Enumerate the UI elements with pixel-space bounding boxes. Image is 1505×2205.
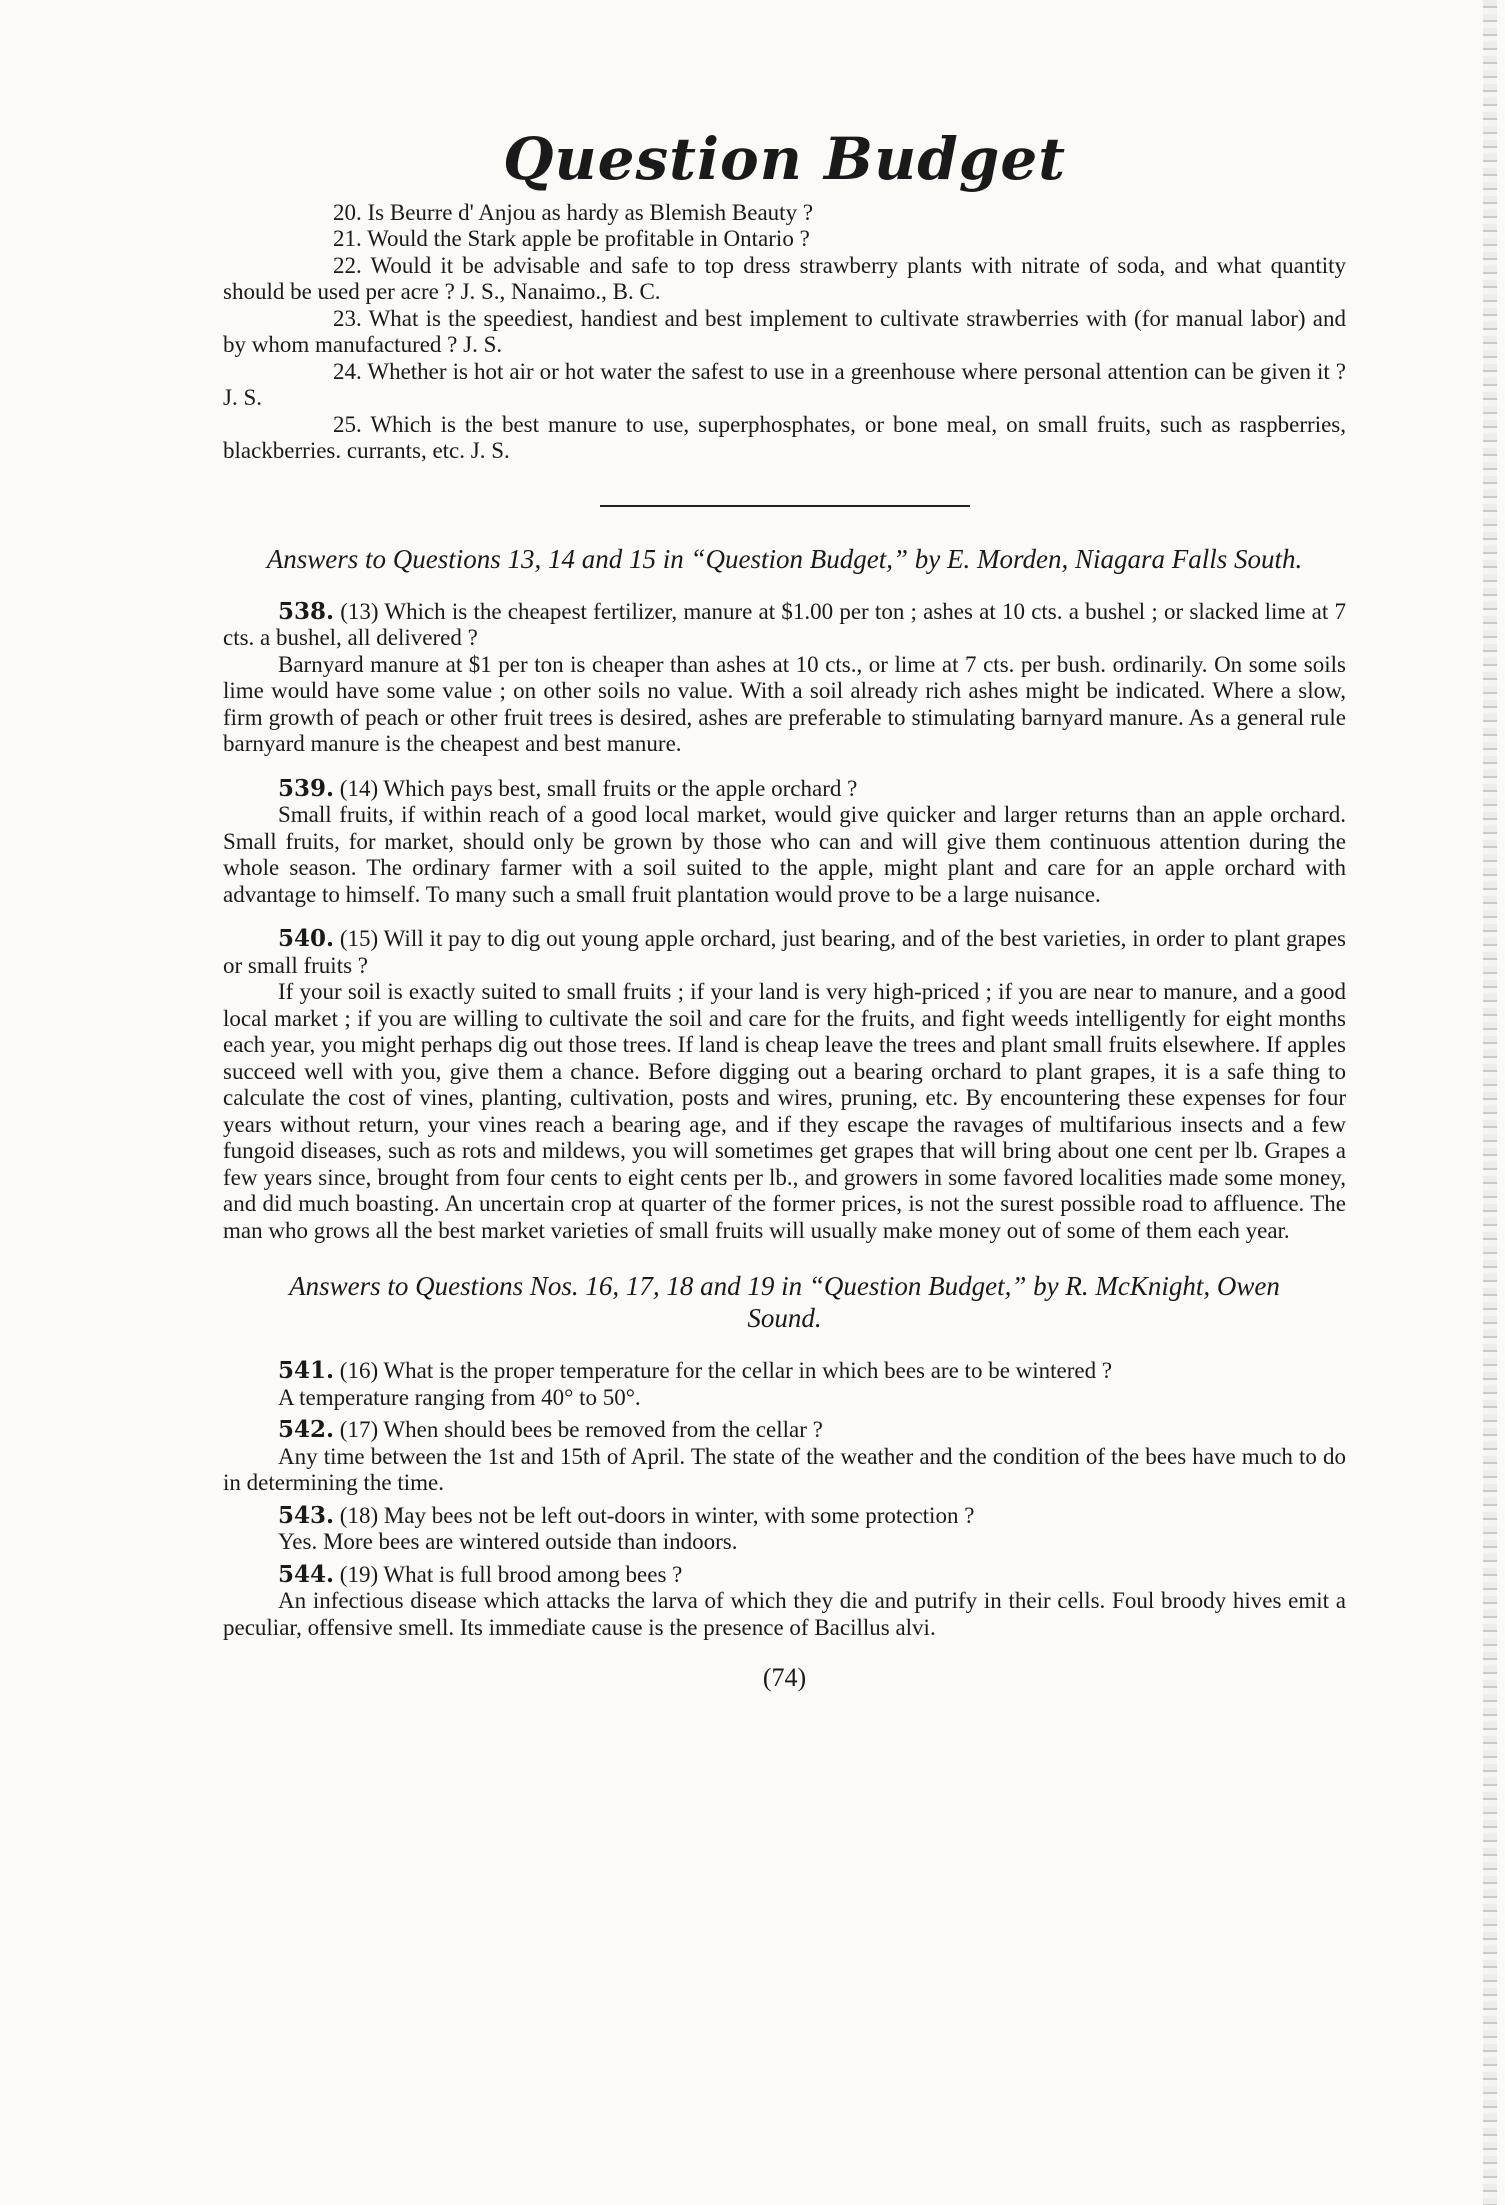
answer-block bbox=[223, 1503, 1346, 1556]
answer-number: 543. bbox=[278, 1501, 335, 1529]
answer-block bbox=[223, 1562, 1346, 1642]
answer-number: 544. bbox=[278, 1560, 335, 1588]
question-text: (16) What is the proper temperature for the cellar in which bees are to be wintered ? bbox=[339, 1358, 1113, 1384]
answer-text: Small fruits, if within reach of a good local market, would give quicker and larger returns than an apple orchard. Small fruits, for market, should only be grown by those who can and will give them continuous attention during the whole season. The ordinary farmer with a soil suited to the apple, might plant and care for an apple orchard with advantage to himself. To many such a small fruit plantation would prove to be a large nuisance. bbox=[223, 802, 1346, 907]
question-item bbox=[223, 359, 1346, 412]
answer-block bbox=[223, 599, 1346, 758]
question-list bbox=[223, 200, 1346, 465]
question-text: Would the Stark apple be profitable in Ontario ? bbox=[367, 226, 810, 252]
answer-block bbox=[223, 926, 1346, 1244]
question-item bbox=[223, 306, 1346, 359]
question-text: Whether is hot air or hot water the safest to use in a greenhouse where personal attention can be given it ? J. S. bbox=[223, 358, 1346, 411]
question-item bbox=[223, 226, 1346, 253]
answer-number: 540. bbox=[278, 925, 335, 953]
question-item bbox=[223, 200, 1346, 227]
question-number: 23. bbox=[333, 305, 362, 331]
page-content bbox=[223, 125, 1346, 1693]
question-text: Is Beurre d' Anjou as hardy as Blemish Beauty ? bbox=[367, 199, 814, 225]
answer-text: Barnyard manure at $1 per ton is cheaper than ashes at 10 cts., or lime at 7 cts. per bush. ordinarily. On some soils lime would have some value ; on other soils no value. With a soil already rich ashes might be indicated. Where a slow, firm growth of peach or other fruit trees is desired, ashes are preferable to stimulating barnyard manure. As a general rule barnyard manure is the cheapest and best manure. bbox=[223, 651, 1346, 757]
answer-question bbox=[223, 1417, 1346, 1444]
question-text: Would it be advisable and safe to top dress strawberry plants with nitrate of soda, and what quantity should be used per acre ? J. S., Nanaimo., B. C. bbox=[223, 252, 1346, 305]
answer-question bbox=[223, 1562, 1346, 1589]
answer-block bbox=[223, 1417, 1346, 1497]
question-number: 21. bbox=[333, 226, 362, 252]
answer-text: An infectious disease which attacks the larva of which they die and putrify in their cells. Foul broody hives emit a peculiar, offensive smell. Its immediate cause is the presence of Bacillus alvi. bbox=[223, 1588, 1346, 1640]
answer-text: Any time between the 1st and 15th of April. The state of the weather and the condition of the bees have much to do in determining the time. bbox=[223, 1443, 1346, 1496]
answer-question bbox=[223, 1503, 1346, 1530]
question-item bbox=[223, 412, 1346, 465]
answer-number: 541. bbox=[278, 1357, 335, 1385]
answer-number: 542. bbox=[278, 1416, 335, 1444]
question-text: (17) When should bees be removed from the cellar ? bbox=[339, 1417, 823, 1443]
answer-question bbox=[223, 1358, 1346, 1385]
answer-text: If your soil is exactly suited to small fruits ; if your land is very high-priced ; if you are near to manure, and a good local market ; if you are willing to cultivate the soil and care for the fruits, and fight weeds intelligently for eight months each year, you might perhaps dig out those trees. If land is cheap leave the trees and plant small fruits elsewhere. If apples succeed well with you, give them a chance. Before digging out a bearing orchard to plant grapes, it is a safe thing to calculate the cost of vines, planting, cultivation, posts and wires, pruning, etc. By encountering these expenses for four years without return, your vines reach a bearing age, and if they escape the ravages of multifarious insects and a few fungoid diseases, such as rots and mildews, you will sometimes get grapes that will bring about one cent per lb. Grapes a few years since, brought from four cents to eight cents per lb., and growers in some favored localities made some money, and did much boasting. An uncertain crop at quarter of the former prices, is not the surest possible road to affluence. The man who grows all the best market varieties of small fruits will usually make money out of some of them each year. bbox=[223, 979, 1346, 1243]
page-edge-scan-artifact bbox=[1483, 0, 1497, 2205]
answer-text: Yes. More bees are wintered outside than indoors. bbox=[278, 1529, 738, 1555]
question-text: (19) What is full brood among bees ? bbox=[339, 1561, 683, 1587]
answer-block bbox=[223, 1358, 1346, 1411]
section-divider bbox=[600, 505, 970, 507]
answer-question bbox=[223, 776, 1346, 803]
question-item bbox=[223, 253, 1346, 306]
answer-question bbox=[223, 926, 1346, 979]
answer-question bbox=[223, 599, 1346, 652]
question-text: Which is the best manure to use, superphosphates, or bone meal, on small fruits, such as raspberries, blackberries. currants, etc. J. S. bbox=[223, 411, 1346, 464]
page-title: Question Budget bbox=[502, 125, 1067, 193]
question-text: What is the speediest, handiest and best implement to cultivate strawberries with (for manual labor) and by whom manufactured ? J. S. bbox=[223, 305, 1346, 358]
answer-block bbox=[223, 776, 1346, 909]
section-heading: Answers to Questions 13, 14 and 15 in “Question Budget,” by E. Morden, Niagara Falls South. bbox=[266, 543, 1303, 574]
question-text: (15) Will it pay to dig out young apple orchard, just bearing, and of the best varieties, in order to plant grapes or small fruits ? bbox=[223, 926, 1346, 978]
answer-number: 538. bbox=[278, 597, 335, 625]
answer-text: A temperature ranging from 40° to 50°. bbox=[278, 1384, 641, 1410]
question-text: (14) Which pays best, small fruits or the apple orchard ? bbox=[339, 775, 858, 801]
question-number: 22. bbox=[333, 252, 362, 278]
question-number: 20. bbox=[333, 199, 362, 225]
page-number: (74) bbox=[762, 1663, 807, 1693]
question-text: (18) May bees not be left out-doors in winter, with some protection ? bbox=[339, 1502, 975, 1528]
question-text: (13) Which is the cheapest fertilizer, manure at $1.00 per ton ; ashes at 10 cts. a bushel ; or slacked lime at 7 cts. a bushel, all delivered ? bbox=[223, 598, 1346, 651]
answer-number: 539. bbox=[278, 774, 335, 802]
section-heading: Answers to Questions Nos. 16, 17, 18 and 19 in “Question Budget,” by R. McKnight, Owen Sound. bbox=[289, 1271, 1280, 1334]
question-number: 24. bbox=[333, 358, 362, 384]
question-number: 25. bbox=[333, 411, 362, 437]
